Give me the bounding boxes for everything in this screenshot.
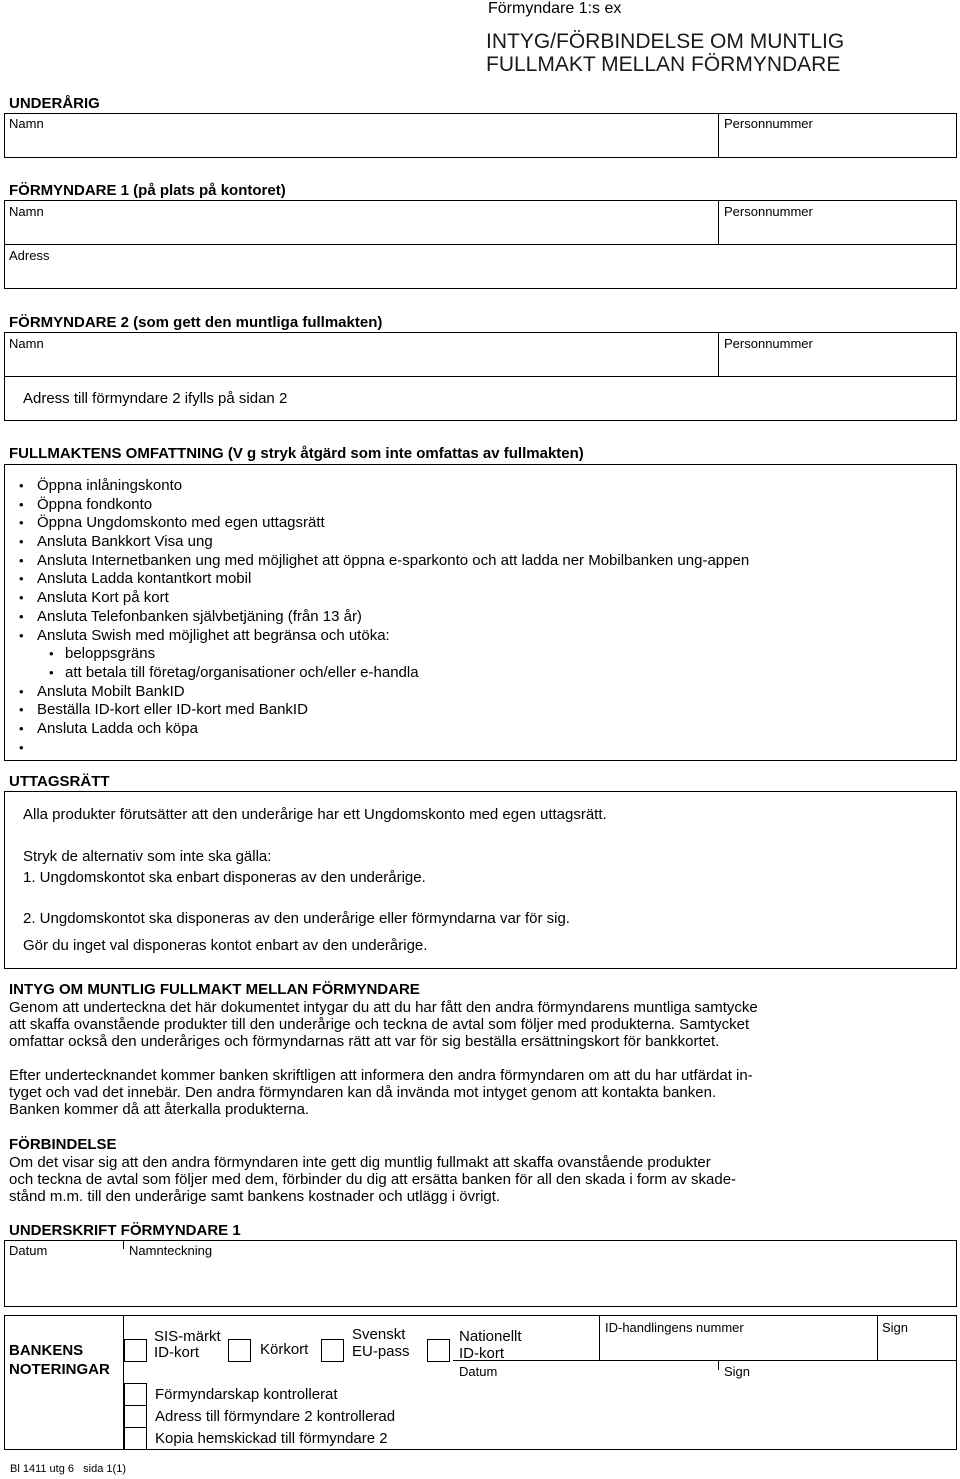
guardian1-pnr-field[interactable]: Personnummer [724,204,813,219]
drivers-license-checkbox[interactable] [228,1339,251,1362]
certificate-heading: INTYG OM MUNTLIG FULLMAKT MELLAN FÖRMYNDARE [9,981,420,998]
bank-notes-heading [9,1341,110,1379]
eu-passport-checkbox[interactable] [321,1339,344,1362]
page-title-line2: FULLMAKT MELLAN FÖRMYNDARE [486,53,841,76]
commitment-paragraph [9,1154,736,1205]
scope-heading: FULLMAKTENS OMFATTNING (V g stryk åtgärd som inte omfattas av fullmakten) [9,445,584,462]
divider [123,1240,124,1249]
withdrawal-line1: Alla produkter förutsätter att den underårige har ett Ungdomskonto med egen uttagsrätt. [23,806,607,823]
certificate-p1-line: omfattar också den underåriges och förmyndarnas rätt att var för sig beställa ersättningskort för bankkortet. [9,1033,720,1050]
address-checked-label: Adress till förmyndare 2 kontrollerad [155,1408,396,1425]
bank-notes-heading-line: BANKENS [9,1342,84,1359]
scope-item: • Öppna Ungdomskonto med egen uttagsrätt [8,514,749,533]
guardianship-checked-label: Förmyndarskap kontrollerat [155,1386,338,1403]
certificate-paragraph1 [9,999,758,1050]
scope-item: • Ansluta Ladda och köpa [8,720,749,739]
divider [718,1360,719,1370]
eu-passport-label-line: Svenskt [352,1326,406,1343]
notes-date-field[interactable]: Datum [459,1364,498,1379]
scope-list [8,477,749,757]
scope-subitem: • beloppsgräns [8,645,749,664]
copy-sent-label: Kopia hemskickad till förmyndare 2 [155,1430,388,1447]
minor-pnr-field[interactable]: Personnummer [724,116,813,131]
scope-item: • Ansluta Mobilt BankID [8,683,749,702]
scope-item [8,739,749,758]
scope-subitem: • att betala till företag/organisationer och/eller e-handla [8,664,749,683]
national-id-label-line: Nationellt [459,1328,522,1345]
id-sign-field[interactable]: Sign [882,1320,909,1335]
scope-item: • Ansluta Kort på kort [8,589,749,608]
scope-item: • Öppna fondkonto [8,496,749,515]
minor-box [4,113,957,158]
national-id-label-line: ID-kort [459,1345,504,1362]
guardian2-name-field[interactable]: Namn [9,336,44,351]
divider [453,1360,957,1361]
copy-sent-checkbox[interactable] [124,1427,147,1450]
form-code: Bl 1411 utg 6 sida 1(1) [10,1463,126,1475]
withdrawal-heading: UTTAGSRÄTT [9,773,110,790]
minor-heading: UNDERÅRIG [9,95,100,112]
signature-date-field[interactable]: Datum [9,1243,48,1258]
withdrawal-line2: Stryk de alternativ som inte ska gälla: [23,848,272,865]
commitment-line: Om det visar sig att den andra förmyndaren inte gett dig muntlig fullmakt att skaffa ovanstående produkter [9,1154,711,1171]
certificate-p2-line: Banken kommer då att återkalla produkterna. [9,1101,310,1118]
guardian1-heading: FÖRMYNDARE 1 (på plats på kontoret) [9,182,286,199]
guardian1-name-field[interactable]: Namn [9,204,44,219]
scope-item: • Ansluta Telefonbanken självbetjäning (från 13 år) [8,608,749,627]
scope-item: • Beställa ID-kort eller ID-kort med BankID [8,701,749,720]
scope-item: • Öppna inlåningskonto [8,477,749,496]
divider [4,244,957,245]
sis-id-label-line: ID-kort [154,1344,199,1361]
scope-item: • Ansluta Internetbanken ung med möjlighet att öppna e-sparkonto och att ladda ner Mobilbanken ung-appen [8,552,749,571]
commitment-heading: FÖRBINDELSE [9,1136,117,1153]
notes-sign-field[interactable]: Sign [724,1364,751,1379]
national-id-label [459,1328,522,1362]
divider [718,113,719,158]
commitment-line: stånd m.m. till den underårige samt bankens kostnader och utlägg i övrigt. [9,1188,501,1205]
scope-item: • Ansluta Ladda kontantkort mobil [8,570,749,589]
eu-passport-label-line: EU-pass [352,1343,410,1360]
signature-name-field[interactable]: Namnteckning [129,1243,213,1258]
divider [599,1315,600,1360]
certificate-p1-line: att skaffa ovanstående produkter till den underårige och teckna de avtal som följer med produkterna. Samtycket [9,1016,750,1033]
withdrawal-option1[interactable]: 1. Ungdomskontot ska enbart disponeras av den underårige. [23,869,426,886]
withdrawal-default-note: Gör du inget val disponeras kontot enbart av den underårige. [23,937,428,954]
certificate-p1-line: Genom att underteckna det här dokumentet intygar du att du har fått den andra förmyndarens muntliga samtycke [9,999,758,1016]
sis-id-label-line: SIS-märkt [154,1328,221,1345]
page-title [486,30,844,76]
divider [4,376,957,377]
guardian1-address-field[interactable]: Adress [9,248,50,263]
guardian2-pnr-field[interactable]: Personnummer [724,336,813,351]
sis-id-checkbox[interactable] [124,1339,147,1362]
scope-item: • Ansluta Swish med möjlighet att begränsa och utöka: [8,627,749,646]
guardian2-heading: FÖRMYNDARE 2 (som gett den muntliga fullmakten) [9,314,383,331]
certificate-p2-line: tyget och vad det innebär. Den andra förmyndaren kan då invända mot intyget genom att kontakta banken. [9,1084,717,1101]
commitment-line: och teckna de avtal som följer med dem, förbinder du dig att ersätta banken för all den skada i form av skade- [9,1171,737,1188]
form-copy-label: Förmyndare 1:s ex [488,0,622,17]
divider [718,200,719,244]
guardianship-checked-checkbox[interactable] [124,1383,147,1406]
national-id-checkbox[interactable] [427,1339,450,1362]
certificate-paragraph2 [9,1067,753,1118]
minor-name-field[interactable]: Namn [9,116,44,131]
signature-heading: UNDERSKRIFT FÖRMYNDARE 1 [9,1222,241,1239]
divider [877,1315,878,1360]
address-checked-checkbox[interactable] [124,1405,147,1428]
eu-passport-label [352,1326,410,1360]
guardian2-address-note: Adress till förmyndare 2 ifylls på sidan 2 [23,390,288,407]
withdrawal-option2[interactable]: 2. Ungdomskontot ska disponeras av den underårige eller förmyndarna var för sig. [23,910,570,927]
page-title-line1: INTYG/FÖRBINDELSE OM MUNTLIG [486,30,845,53]
scope-item: • Ansluta Bankkort Visa ung [8,533,749,552]
divider [718,332,719,376]
certificate-p2-line: Efter undertecknandet kommer banken skriftligen att informera den andra förmyndaren om att du har utfärdat in- [9,1067,753,1084]
sis-id-label [154,1329,221,1361]
drivers-license-label: Körkort [260,1341,309,1358]
id-number-field[interactable]: ID-handlingens nummer [605,1320,744,1335]
bank-notes-heading-line: NOTERINGAR [9,1361,110,1378]
